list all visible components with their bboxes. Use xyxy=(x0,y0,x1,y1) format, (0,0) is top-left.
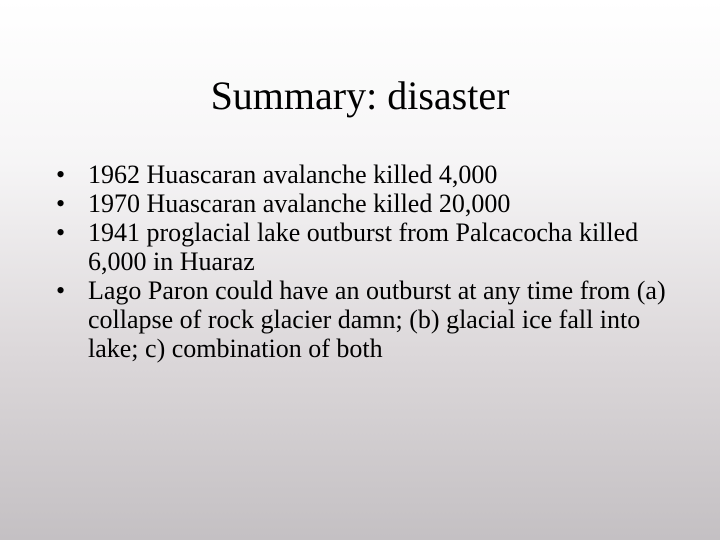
bullet-icon: • xyxy=(56,160,66,189)
bullet-item-3 xyxy=(56,218,676,276)
bullet-text: 1962 Huascaran avalanche killed 4,000 xyxy=(88,160,498,189)
bullet-text: 1970 Huascaran avalanche killed 20,000 xyxy=(88,189,511,218)
bullet-icon: • xyxy=(56,218,66,247)
bullet-item-2 xyxy=(56,189,676,218)
bullet-icon: • xyxy=(56,189,66,218)
bullet-icon: • xyxy=(56,276,66,305)
bullet-item-4 xyxy=(56,276,676,363)
bullet-list xyxy=(56,160,676,363)
bullet-text: 1941 proglacial lake outburst from Palcacocha killed 6,000 in Huaraz xyxy=(88,218,639,276)
slide-title: Summary: disaster xyxy=(210,73,510,118)
bullet-text: Lago Paron could have an outburst at any time from (a) collapse of rock glacier damn; (b) glacial ice fall into lake; c) combination of both xyxy=(88,276,666,363)
bullet-item-1 xyxy=(56,160,676,189)
